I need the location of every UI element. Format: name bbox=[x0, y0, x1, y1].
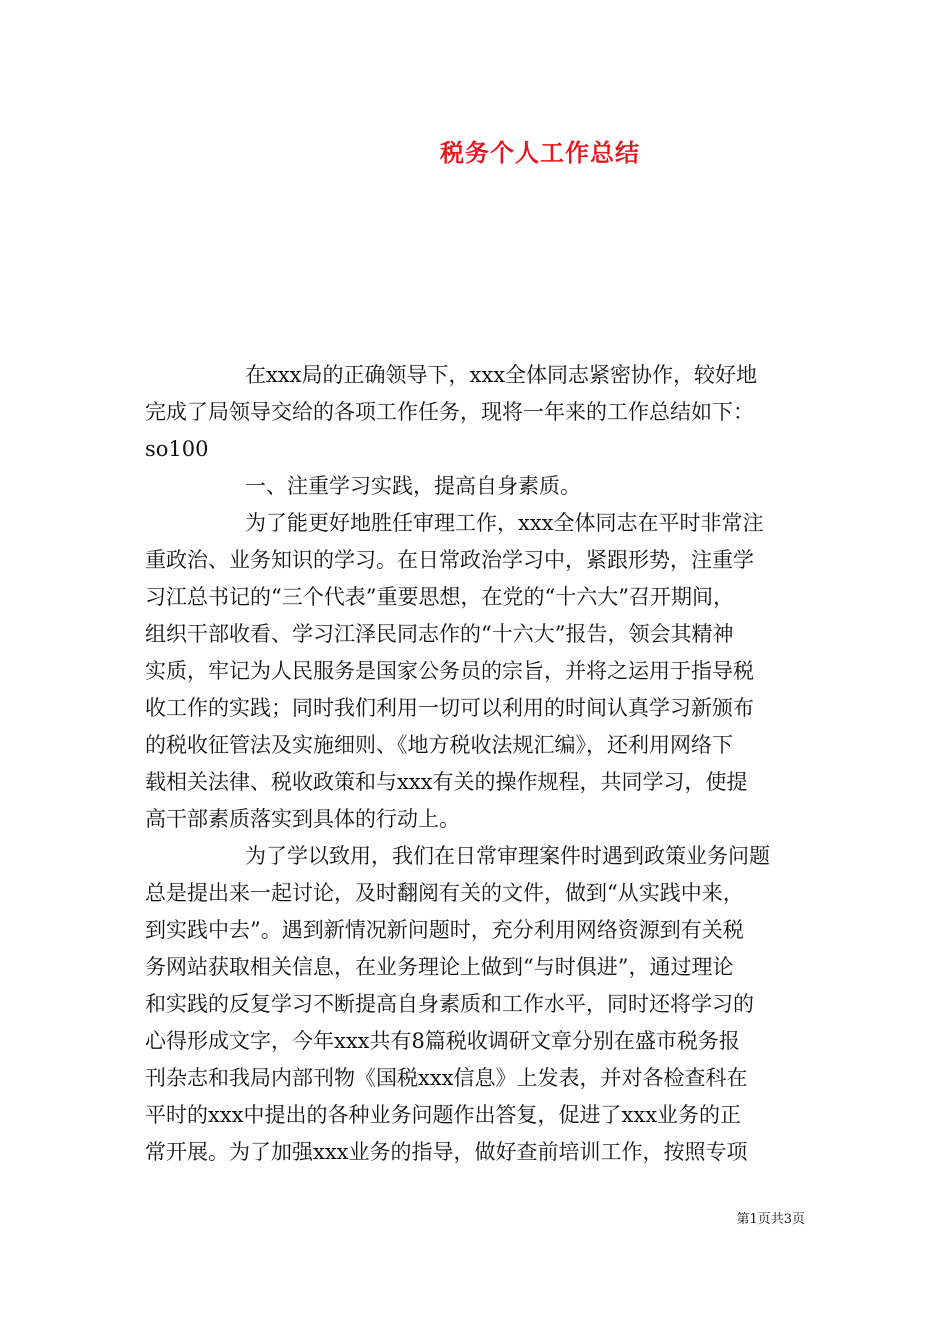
body-line: 和实践的反复学习不断提高自身素质和工作水平，同时还将学习的 bbox=[145, 992, 754, 1016]
body-line: 心得形成文字，今年xxx共有8篇税收调研文章分别在盛市税务报 bbox=[145, 1029, 740, 1053]
page-footer: 第1页共3页 bbox=[736, 1212, 805, 1227]
body-line: 到实践中去”。遇到新情况新问题时，充分利用网络资源到有关税 bbox=[145, 918, 744, 942]
body-line: 常开展。为了加强xxx业务的指导，做好查前培训工作，按照专项 bbox=[145, 1140, 748, 1164]
body-line: 为了学以致用，我们在日常审理案件时遇到政策业务问题 bbox=[245, 844, 770, 868]
body-line: 平时的xxx中提出的各种业务问题作出答复，促进了xxx业务的正 bbox=[145, 1103, 742, 1127]
body-line: 务网站获取相关信息，在业务理论上做到“与时俱进”，通过理论 bbox=[145, 955, 734, 979]
body-line: 完成了局领导交给的各项工作任务，现将一年来的工作总结如下： bbox=[145, 400, 754, 424]
body-line: 习江总书记的“三个代表”重要思想，在党的“十六大”召开期间， bbox=[145, 585, 734, 609]
body-line: 高干部素质落实到具体的行动上。 bbox=[145, 807, 460, 831]
body-line: 的税收征管法及实施细则、《地方税收法规汇编》，还利用网络下 bbox=[145, 733, 733, 757]
body-line: 收工作的实践；同时我们利用一切可以利用的时间认真学习新颁布 bbox=[145, 696, 754, 720]
body-line: 在xxx局的正确领导下，xxx全体同志紧密协作，较好地 bbox=[245, 363, 758, 387]
body-line: 一、注重学习实践，提高自身素质。 bbox=[245, 474, 581, 498]
body-line: so100 bbox=[145, 437, 209, 461]
body-line: 实质，牢记为人民服务是国家公务员的宗旨，并将之运用于指导税 bbox=[145, 659, 754, 683]
body-line: 重政治、业务知识的学习。在日常政治学习中，紧跟形势，注重学 bbox=[145, 548, 754, 572]
document-body bbox=[145, 357, 815, 1171]
document-title: 税务个人工作总结 bbox=[440, 138, 640, 167]
body-line: 组织干部收看、学习江泽民同志作的“十六大”报告，领会其精神 bbox=[145, 622, 734, 646]
body-line: 刊杂志和我局内部刊物《国税xxx信息》上发表，并对各检查科在 bbox=[145, 1066, 748, 1090]
body-line: 总是提出来一起讨论，及时翻阅有关的文件，做到“从实践中来， bbox=[145, 881, 744, 905]
body-line: 载相关法律、税收政策和与xxx有关的操作规程，共同学习，使提 bbox=[145, 770, 748, 794]
body-line: 为了能更好地胜任审理工作，xxx全体同志在平时非常注 bbox=[245, 511, 764, 535]
